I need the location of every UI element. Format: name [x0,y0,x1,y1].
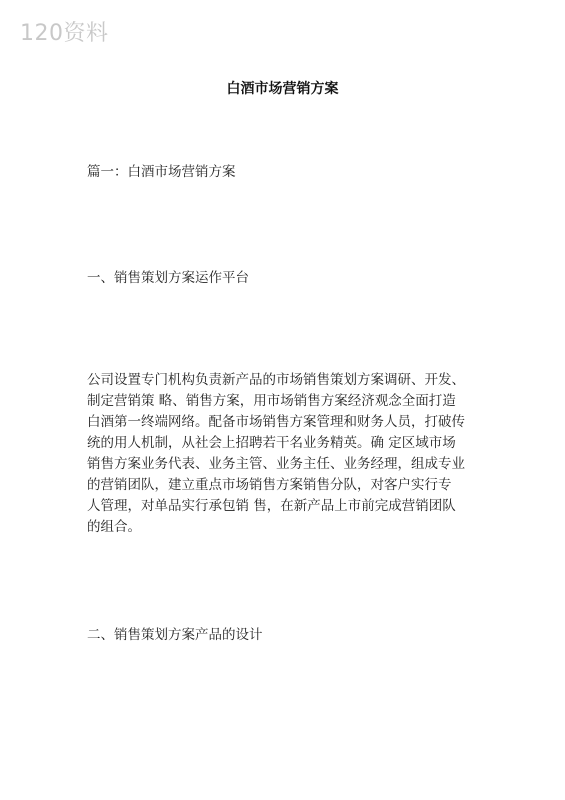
section-heading-1: 一、销售策划方案运作平台 [87,270,249,286]
paragraph-line: 的营销团队，建立重点市场销售方案销售分队，对客户实行专 [87,477,452,493]
paragraph-line: 销售方案业务代表、业务主管、业务主任、业务经理，组成专业 [87,456,465,472]
paragraph-line: 统的用人机制，从社会上招聘若干名业务精英。确 定区域市场 [87,435,456,451]
watermark-logo: 120资料 [20,21,109,46]
document-subtitle: 篇一：白酒市场营销方案 [87,164,236,180]
paragraph-line: 白酒第一终端网络。配备市场销售方案管理和财务人员，打破传 [87,414,465,430]
paragraph-line: 公司设置专门机构负责新产品的市场销售策划方案调研、开发、 [87,372,465,388]
section-heading-2: 二、销售策划方案产品的设计 [87,627,263,643]
paragraph-line: 制定营销策 略、销售方案，用市场销售方案经济观念全面打造 [87,393,456,409]
section-1-paragraph [87,370,483,538]
paragraph-line: 人管理，对单品实行承包销 售，在新产品上市前完成营销团队 [87,498,456,514]
document-title: 白酒市场营销方案 [226,81,339,97]
paragraph-line: 的组合。 [87,519,141,535]
